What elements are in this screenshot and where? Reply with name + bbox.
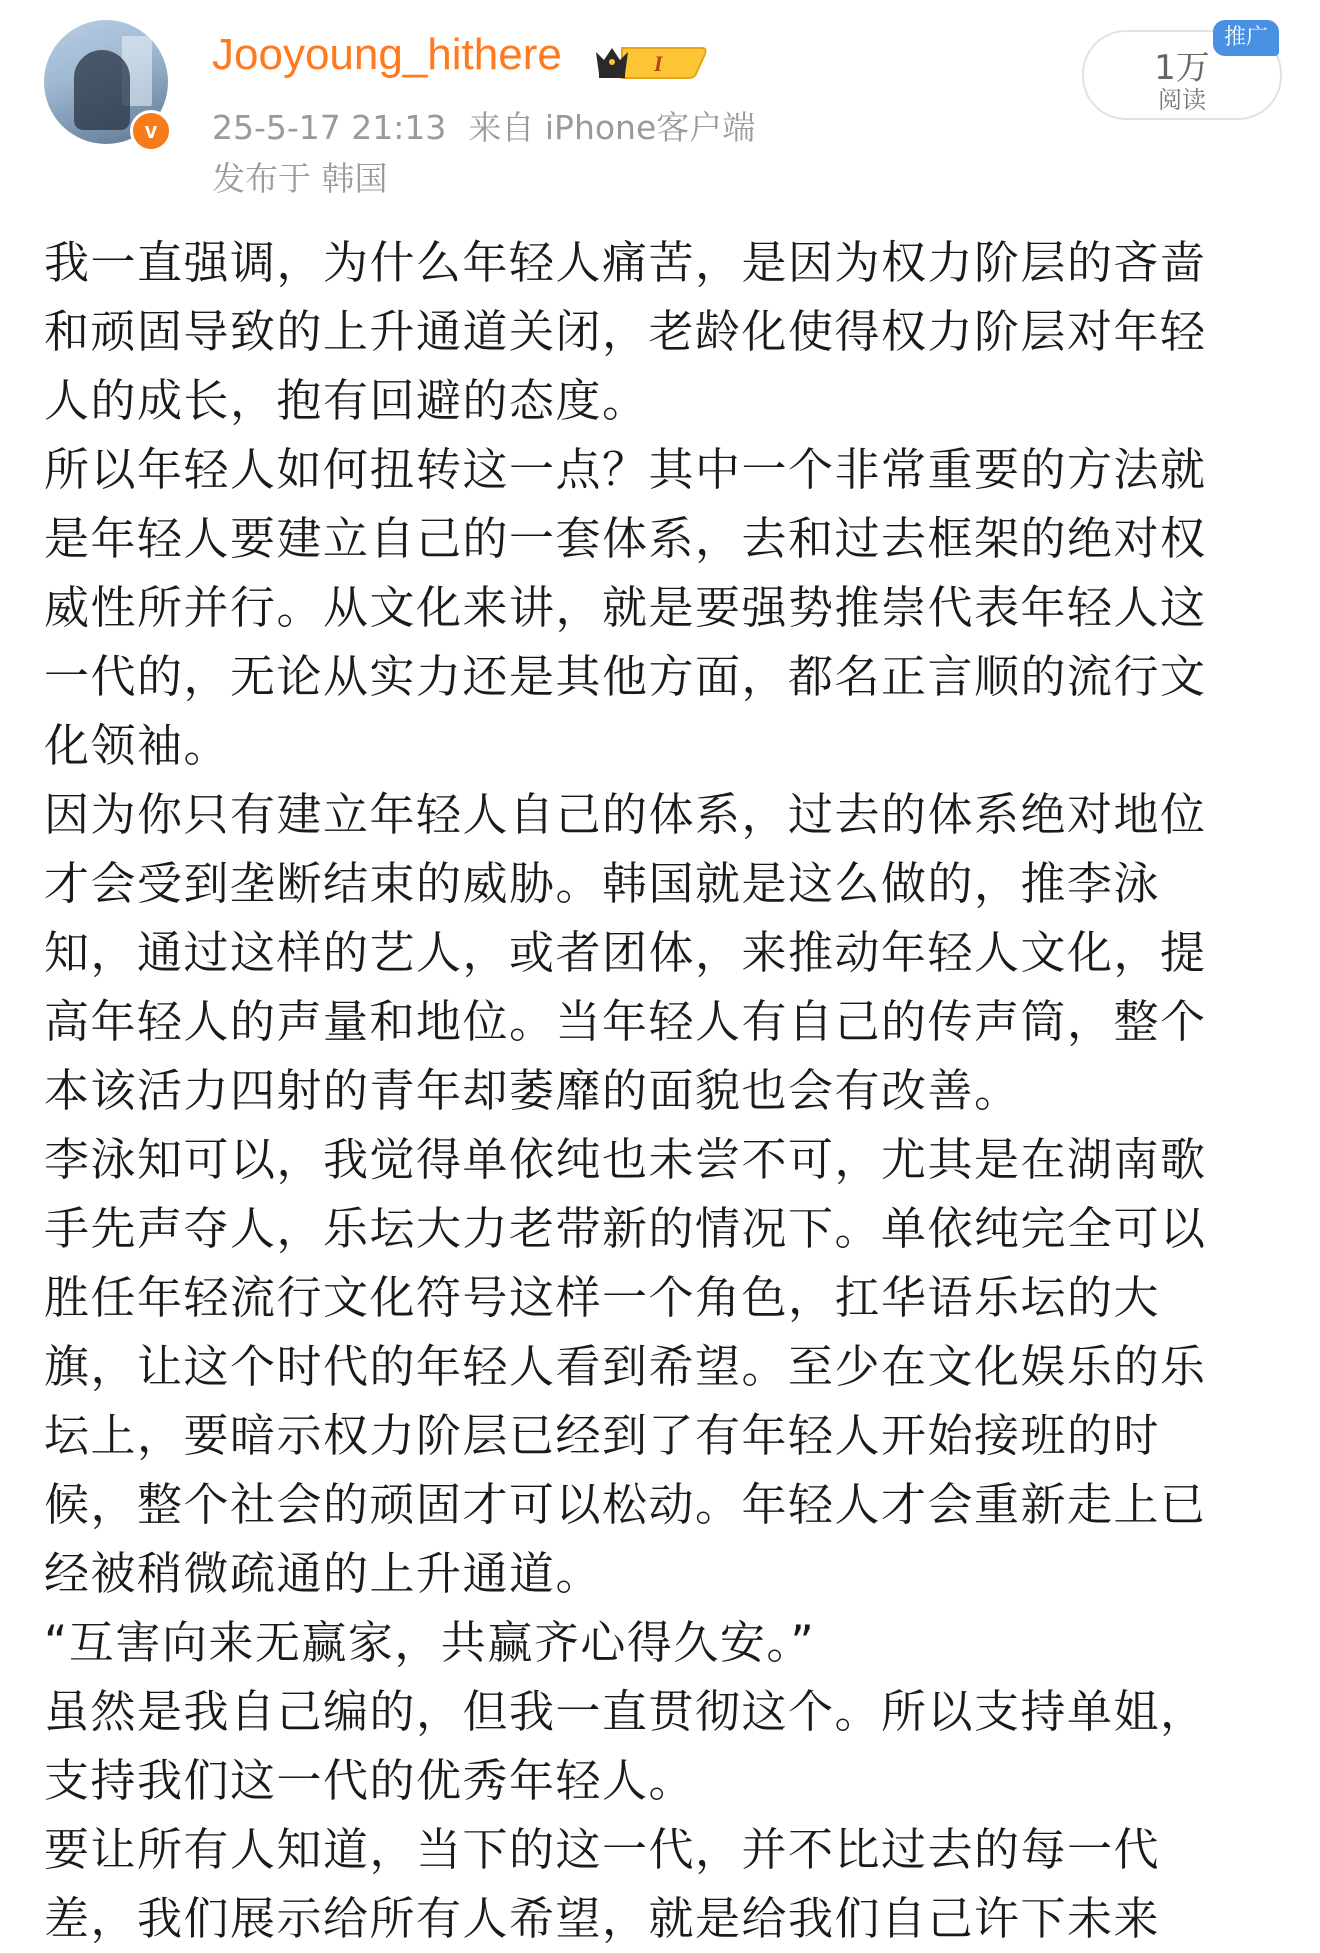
author-name[interactable]: Jooyoung_hithere [212, 30, 562, 79]
read-count: 1万 [1154, 48, 1210, 88]
post-timestamp: 25-5-17 21:13 [212, 108, 447, 147]
vip-level-text: I [654, 51, 663, 76]
post-quote: “互害向来无赢家，共赢齐心得久安。” [44, 1616, 816, 1669]
post-body [44, 228, 1244, 1953]
vip-crown-badge-icon[interactable] [592, 40, 708, 82]
verified-badge-icon: v [130, 110, 172, 152]
post-paragraph: 我一直强调，为什么年轻人痛苦，是因为权力阶层的吝啬和顽固导致的上升通道关闭，老龄化使得权力阶层对年轻人的成长，抱有回避的态度。 [44, 236, 1207, 427]
post-header [0, 0, 1320, 200]
post-source[interactable]: 来自 iPhone客户端 [468, 108, 756, 147]
post-paragraph: 李泳知可以，我觉得单依纯也未尝不可，尤其是在湖南歌手先声夺人，乐坛大力老带新的情况下。单依纯完全可以胜任年轻流行文化符号这样一个角色，扛华语乐坛的大旗，让这个时代的年轻人看到希望。至少在文化娱乐的乐坛上，要暗示权力阶层已经到了有年轻人开始接班的时候，整个社会的顽固才可以松动。年轻人才会重新走上已经被稍微疏通的上升通道。 [44, 1133, 1207, 1600]
post-meta [212, 102, 777, 149]
post-paragraph: 要让所有人知道，当下的这一代，并不比过去的每一代差，我们展示给所有人希望，就是给我们自己许下未来 [44, 1823, 1161, 1945]
avatar-figure [74, 50, 130, 130]
post-paragraph: 虽然是我自己编的，但我一直贯彻这个。所以支持单姐，支持我们这一代的优秀年轻人。 [44, 1685, 1207, 1807]
read-label: 阅读 [1158, 86, 1206, 114]
post-paragraph: 因为你只有建立年轻人自己的体系，过去的体系绝对地位才会受到垄断结束的威胁。韩国就是这么做的，推李泳知，通过这样的艺人，或者团体，来推动年轻人文化，提高年轻人的声量和地位。当年轻人有自己的传声筒，整个本该活力四射的青年却萎靡的面貌也会有改善。 [44, 788, 1207, 1117]
post-paragraph: 所以年轻人如何扭转这一点？其中一个非常重要的方法就是年轻人要建立自己的一套体系，去和过去框架的绝对权威性所并行。从文化来讲，就是要强势推崇代表年轻人这一代的，无论从实力还是其他方面，都名正言顺的流行文化领袖。 [44, 443, 1207, 772]
promo-badge[interactable]: 推广 [1213, 20, 1279, 56]
post-location: 发布于 韩国 [212, 159, 388, 198]
